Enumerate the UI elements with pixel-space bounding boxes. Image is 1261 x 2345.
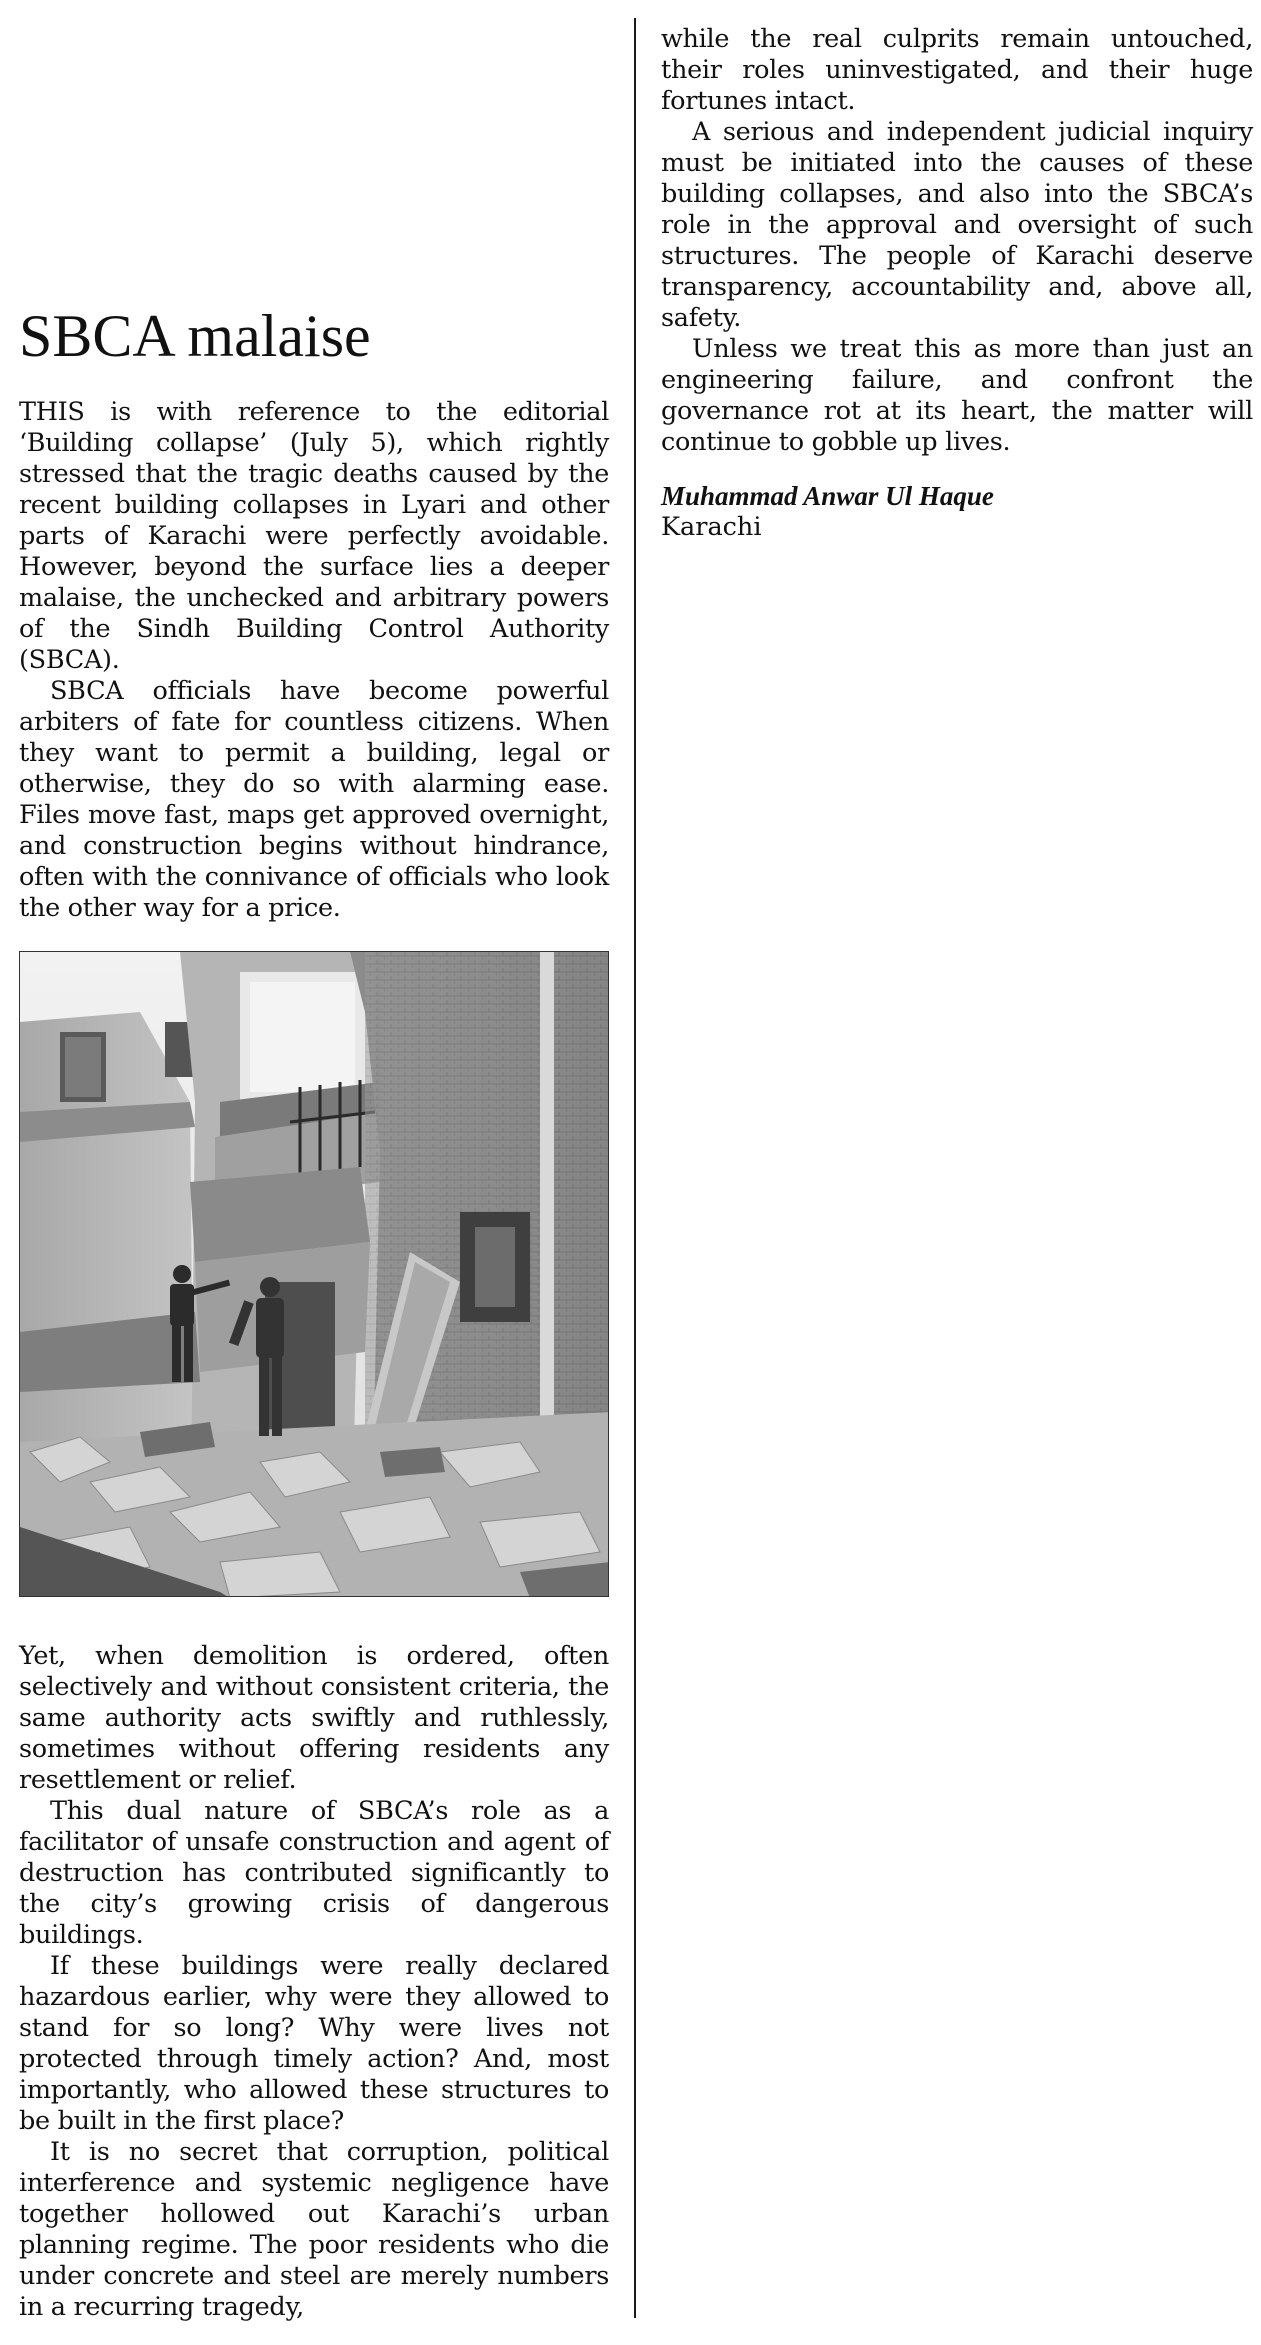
author-name: Muhammad Anwar Ul Haque	[661, 481, 994, 511]
paragraph-8: A serious and independent judicial inquiry must be initiated into the causes of these building collapses, and also into the SBCA’s role in the approval and oversight of such structures. The people of Karachi deserve transparency, accountability and, above all, safety.	[661, 117, 1253, 333]
paragraph-9: Unless we treat this as more than just an engineering failure, and confront the governance rot at its heart, the matter will continue to gobble up lives.	[661, 334, 1253, 457]
paragraph-5: If these buildings were really declared hazardous earlier, why were they allowed to stand for so long? Why were lives not protected through timely action? And, most importantly, who allowed these structures to be built in the first place?	[19, 1951, 609, 2136]
paragraph-2: SBCA officials have become powerful arbiters of fate for countless citizens. When they want to permit a building, legal or otherwise, they do so with alarming ease. Files move fast, maps get approved overnight, and construction begins without hindrance, often with the connivance of officials who look the other way for a price.	[19, 676, 609, 923]
paragraph-4: This dual nature of SBCA’s role as a facilitator of unsafe construction and agent of destruction has contributed significantly to the city’s growing crisis of dangerous buildings.	[19, 1796, 609, 1950]
article-body-top	[19, 397, 609, 924]
paragraph-3: Yet, when demolition is ordered, often selectively and without consistent criteria, the same authority acts swiftly and ruthlessly, sometimes without offering residents any resettlement or relief.	[19, 1641, 609, 1795]
author-city: Karachi	[661, 512, 762, 542]
article-body-bottom	[19, 1641, 609, 2323]
paragraph-6: It is no secret that corruption, political interference and systemic negligence have together hollowed out Karachi’s urban planning regime. The poor residents who die under concrete and steel are merely numbers in a recurring tragedy,	[19, 2137, 609, 2322]
building-collapse-photo	[19, 951, 609, 1597]
paragraph-7: while the real culprits remain untouched, their roles uninvestigated, and their huge fortunes intact.	[661, 24, 1253, 116]
column-divider	[634, 18, 636, 2318]
headline: SBCA malaise	[19, 303, 371, 369]
paragraph-1: THIS is with reference to the editorial ‘Building collapse’ (July 5), which rightly stressed that the tragic deaths caused by the recent building collapses in Lyari and other parts of Karachi were perfectly avoidable. However, beyond the surface lies a deeper malaise, the unchecked and arbitrary powers of the Sindh Building Control Authority (SBCA).	[19, 397, 609, 675]
right-column	[661, 24, 1253, 543]
